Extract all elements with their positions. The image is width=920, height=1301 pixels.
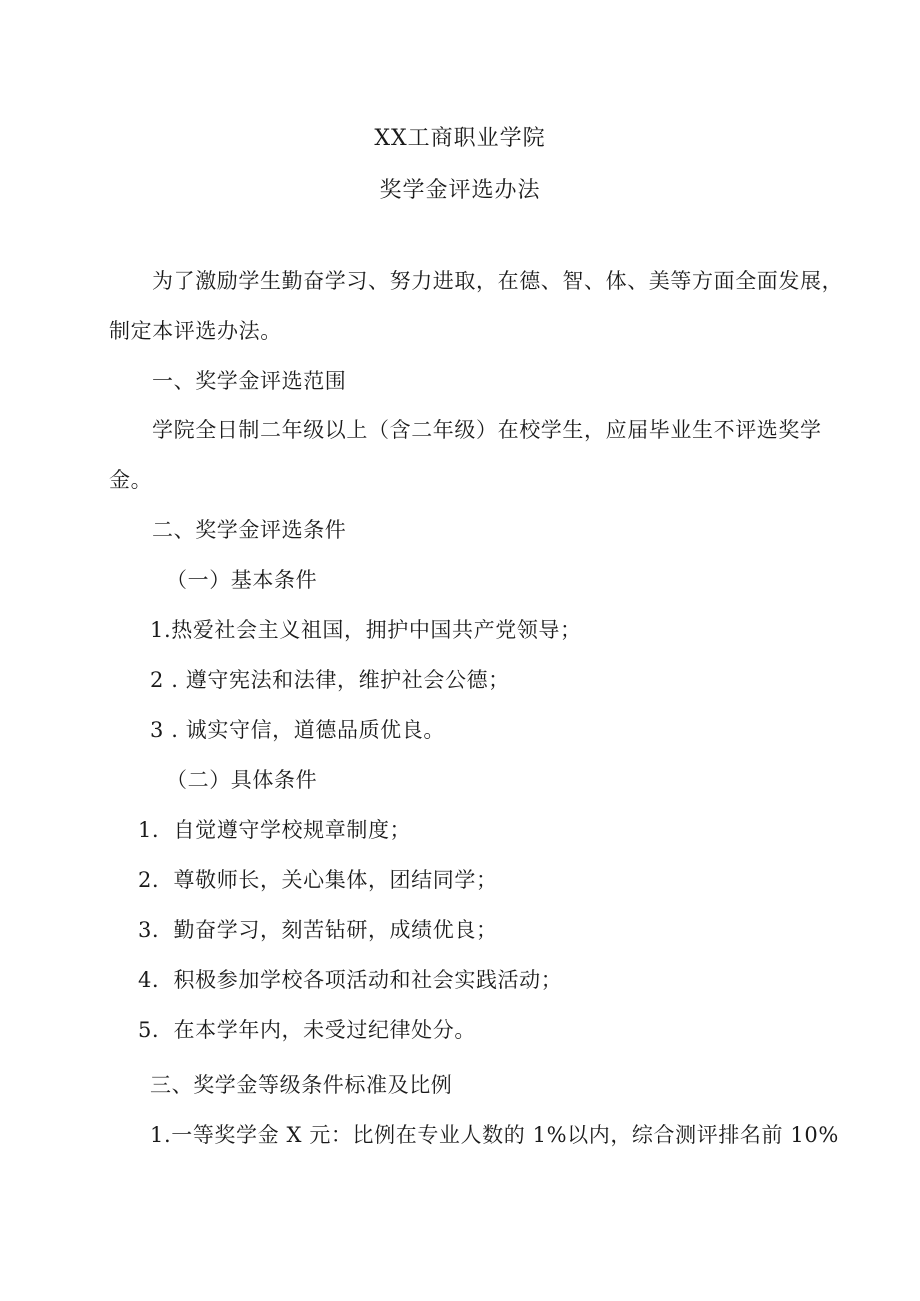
- basic-condition-item: 3 . 诚实守信，道德品质优良。: [150, 718, 445, 742]
- document-title-institution: XX工商职业学院: [374, 126, 546, 151]
- specific-condition-item: 5．在本学年内，未受过纪律处分。: [138, 1018, 476, 1042]
- section-1-body-line-1: 学院全日制二年级以上（含二年级）在校学生，应届毕业生不评选奖学: [152, 418, 822, 442]
- document-title-subject: 奖学金评选办法: [379, 178, 541, 203]
- section-3-heading: 三、奖学金等级条件标准及比例: [150, 1073, 453, 1097]
- specific-condition-item: 1．自觉遵守学校规章制度；: [138, 818, 412, 842]
- specific-condition-item: 4．积极参加学校各项活动和社会实践活动；: [138, 968, 563, 992]
- intro-paragraph-line-1: 为了激励学生勤奋学习、努力进取，在德、智、体、美等方面全面发展，: [152, 269, 844, 293]
- basic-condition-item: 1.热爱社会主义祖国，拥护中国共产党领导；: [150, 618, 582, 642]
- intro-paragraph-line-2: 制定本评选办法。: [109, 319, 282, 343]
- section-1-body-line-2: 金。: [109, 468, 153, 492]
- section-1-heading: 一、奖学金评选范围: [152, 369, 347, 393]
- basic-condition-item: 2 . 遵守宪法和法律，维护社会公德；: [150, 668, 510, 692]
- section-2-heading: 二、奖学金评选条件: [152, 518, 347, 542]
- specific-condition-item: 3．勤奋学习，刻苦钻研，成绩优良；: [138, 918, 498, 942]
- subsection-basic-heading: （一）基本条件: [166, 568, 318, 592]
- subsection-specific-heading: （二）具体条件: [166, 768, 318, 792]
- section-3-item: 1.一等奖学金 X 元：比例在专业人数的 1%以内，综合测评排名前 10%: [150, 1123, 839, 1147]
- specific-condition-item: 2．尊敬师长，关心集体，团结同学；: [138, 868, 498, 892]
